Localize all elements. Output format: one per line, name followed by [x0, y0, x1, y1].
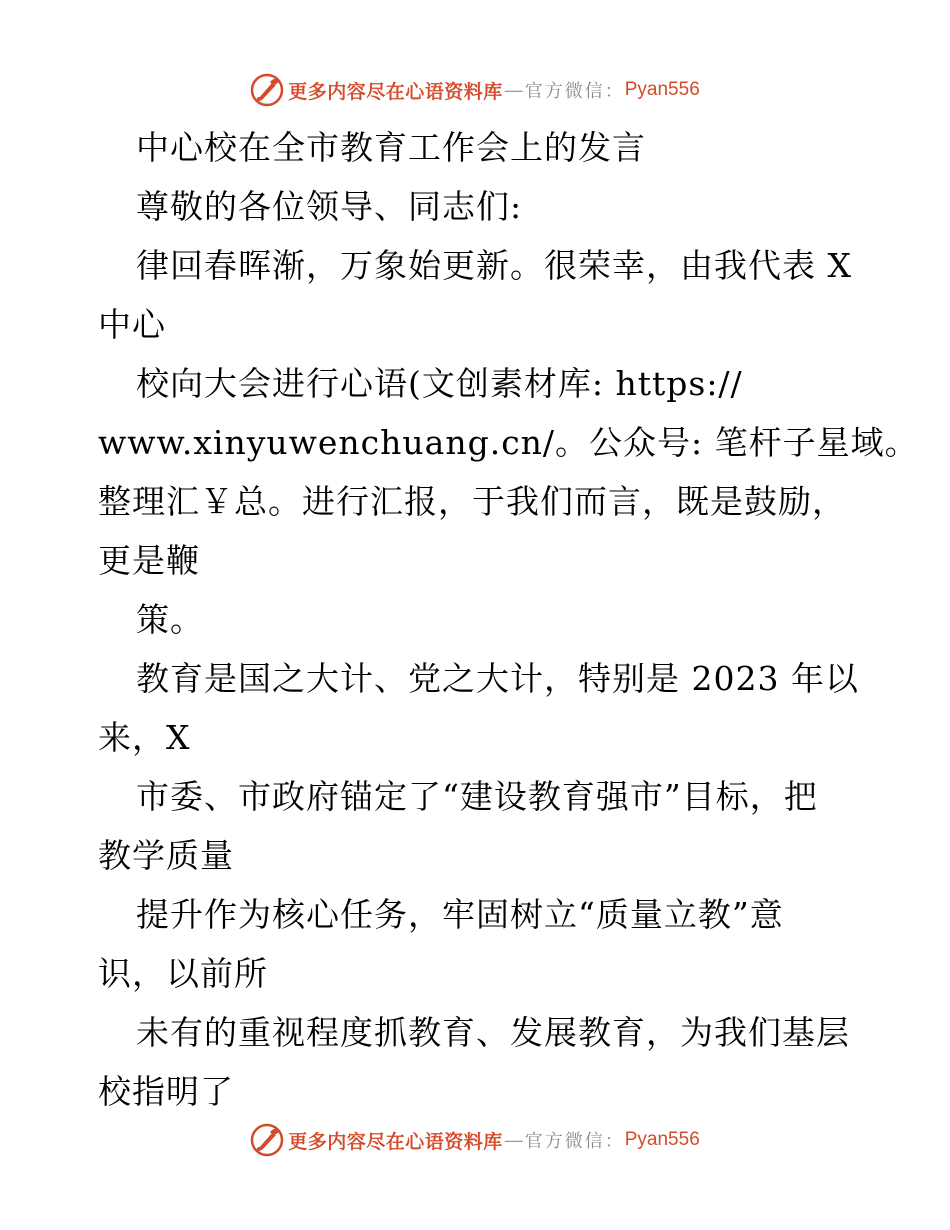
text-line: 律回春晖渐，万象始更新。很荣幸，由我代表 X	[136, 246, 852, 285]
text-line: 整理汇￥总。进行汇报，于我们而言，既是鼓励，	[98, 482, 846, 521]
text-line: 提升作为核心任务，牢固树立“质量立教”意	[136, 895, 784, 934]
text-line: 策。	[136, 600, 204, 639]
header-wechat-id: Pyan556	[624, 79, 700, 100]
header-wechat-label: 官方微信：	[524, 81, 625, 102]
document-body	[98, 118, 919, 1121]
header-separator: —	[504, 79, 523, 100]
text-line: 市委、市政府锚定了“建设教育强市”目标，把	[136, 777, 818, 816]
quill-pen-logo-icon	[250, 1123, 284, 1157]
quill-pen-logo-icon	[250, 73, 284, 107]
footer-site-text: 更多内容尽在心语资料库	[288, 1130, 503, 1153]
text-line: 更是鞭	[98, 541, 200, 580]
document-title: 中心校在全市教育工作会上的发言	[136, 128, 646, 167]
footer-separator: —	[504, 1129, 523, 1150]
text-line: 中心	[98, 305, 166, 344]
header-site-text: 更多内容尽在心语资料库	[288, 80, 503, 103]
text-line: 来，X	[98, 718, 191, 757]
footer-wechat-id: Pyan556	[624, 1129, 700, 1150]
text-line: 识，以前所	[98, 954, 268, 993]
text-line: 校向大会进行心语(文创素材库: https://	[136, 364, 743, 403]
text-line: 校指明了	[98, 1072, 234, 1111]
text-line: www.xinyuwenchuang.cn/。公众号: 笔杆子星域。	[98, 423, 919, 462]
text-line: 教育是国之大计、党之大计，特别是 2023 年以	[136, 659, 859, 698]
footer-wechat-label: 官方微信：	[524, 1131, 625, 1152]
salutation: 尊敬的各位领导、同志们:	[136, 187, 523, 226]
footer-watermark	[0, 1120, 950, 1160]
text-line: 教学质量	[98, 836, 234, 875]
header-watermark	[0, 70, 950, 110]
text-line: 未有的重视程度抓教育、发展教育，为我们基层	[136, 1013, 850, 1052]
